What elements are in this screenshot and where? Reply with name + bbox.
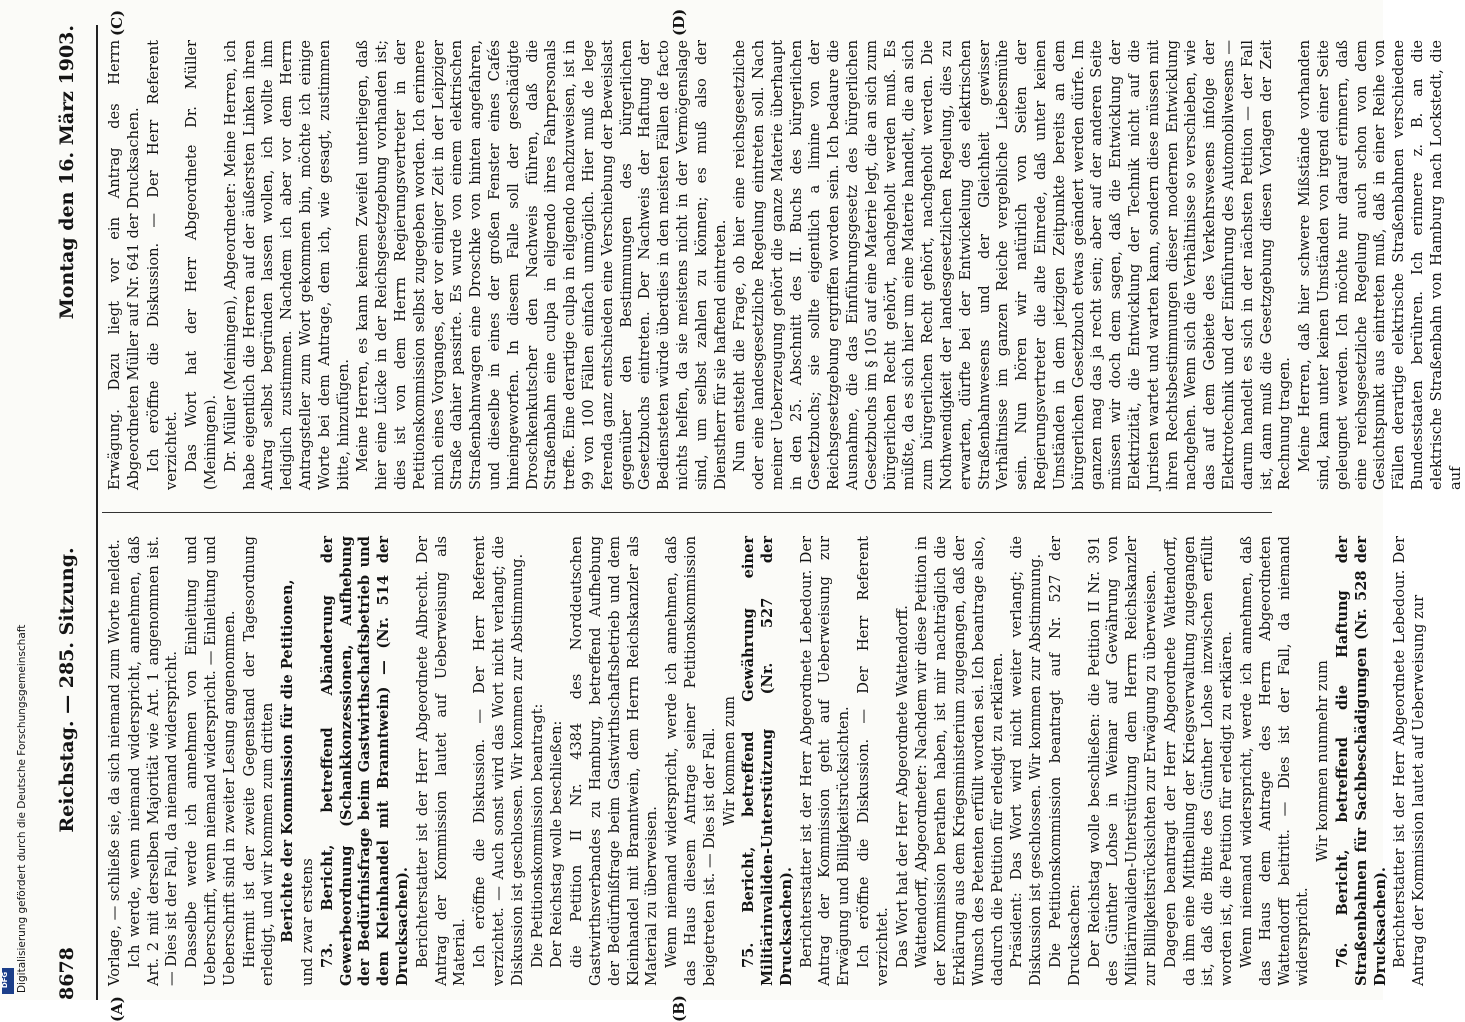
paragraph: Nun entsteht die Frage, ob hier eine reichsgesetzliche oder eine landesgesetzliche Regelung eintreten soll. Nach meiner Ueberzeugung gehört die ganze Materie überhaupt in den 25. Abschnitt des II. Buchs des bürgerlichen Gesetzbuchs; sie sollte eigentlich a limine von der Reichsgesetzgebung ergriffen worden sein. Ich bedaure die Ausnahme, die das Einführungsgesetz des bürgerlichen Gesetzbuchs im § 105 auf eine Materie legt, die an sich zum bürgerlichen Recht gehört, nachgeholt werden muß. Es müßte, da es sich hier um eine Materie handelt, die an sich zum bürgerlichen Recht gehört, nachgeholt werden. Die Nothwendigkeit der landesgesetzlichen Regelung, dies zu erwarten, dürfte bei der Entwickelung des elektrischen Straßenbahnwesens und der Gleichheit gewisser Verhältnisse im ganzen Reiche vergebliche Liebesmühe sein. Nun hören wir natürlich von Seiten der Regierungsvertreter die alte Einrede, daß unter keinen Umständen in dem jetzigen Zeitpunkte bereits an dem bürgerlichen Gesetzbuch etwas geändert werden dürfe. Im ganzen mag das ja recht sein; aber auf der anderen Seite müssen wir doch dem sagen, daß die Entwicklung der Elektrizität, die Entwicklung der Technik nicht auf die Juristen wartet und warten kann, sondern diese müssen mit ihren Rechtsbestimmungen dieser modernen Entwicklung nachgehen. Wenn sich die Verhältnisse so verschieben, wie das auf dem Gebiete des Verkehrswesens infolge der Elektrotechnik und der Einführung des Automobilwesens — darum handelt es sich in der nächsten Petition — der Fall ist, dann muß die Gesetzgebung diesen Vorlagen der Zeit Rechnung tragen.: [731, 40, 1294, 490]
session-date: Montag den 16. März 1903.: [56, 25, 78, 320]
right-column: [106, 40, 1464, 490]
paragraph: die Petition II Nr. 4384 des Norddeutschen Gastwirthsverbandes zu Hamburg, betreffend Aufhebung der Bedürfnißfrage beim Gastwirthschaftsbetrieb und dem Kleinhandel mit Branntwein, dem Herrn Reichskanzler als Material zu überweisen.: [568, 536, 661, 986]
dfg-logo-text: DFG: [1, 971, 10, 989]
paragraph: Dasselbe werde ich annehmen von Einleitung und Ueberschrift, wenn niemand widerspricht. — Einleitung und Ueberschrift sind in zweiter Lesung angenommen.: [183, 536, 238, 986]
paragraph: Vorlage, — schließe sie, da sich niemand zum Worte meldet.: [106, 539, 123, 986]
speech-paragraph: Wattendorff, Abgeordneter: Nachdem wir diese Petition in der Kommission berathen haben, ist mir nachträglich die Erklärung aus dem Kriegsministerium zugegangen, daß der Wunsch des Petenten erfüllt worden sei. Ich beantrage also, dadurch die Petition für erledigt zu erklären.: [913, 536, 1006, 986]
margin-marker-b: (B): [670, 995, 688, 1022]
paragraph: Hiermit ist der zweite Gegenstand der Tagesordnung erledigt, und wir kommen zum dritten: [240, 536, 277, 986]
paragraph: Berichterstatter ist der Herr Abgeordnete Lebedour. Der Antrag der Kommission lautet auf Ueberweisung zur: [1391, 536, 1428, 986]
section-heading: Berichte der Kommission für die Petitionen,: [279, 579, 297, 943]
rotated-page-content: [50, 8, 1464, 1022]
margin-marker-d: (D): [670, 8, 688, 36]
page-header: [56, 25, 92, 1000]
speech-paragraph: Präsident: Das Wort wird nicht weiter verlangt; die Diskussion ist geschlossen. Wir kommen zur Abstimmung.: [1008, 536, 1045, 986]
paragraph: Ich eröffne die Diskussion. — Der Herr Referent verzichtet.: [855, 536, 891, 986]
paragraph: Wenn niemand widerspricht, werde ich annehmen, daß das Haus dem Antrage des Herrn Abgeordneten Wattendorff beitritt. — Dies ist der Fall, da niemand widerspricht.: [1238, 536, 1312, 986]
report-heading: 73. Bericht, betreffend Abänderung der Gewerbeordnung (Schankkonzessionen, Aufhebung der Bedürfnisfrage beim Gastwirthschaftsbetrieb und dem Kleinhandel mit Branntwein) — (Nr. 514 der Drucksachen).: [318, 536, 411, 986]
paragraph: Meine Herren, es kann keinem Zweifel unterliegen, daß hier eine Lücke in der Reichsgesetzgebung vorhanden ist; dies ist von dem Herrn Regierungsvertreter in der Petitionskommission selbst zugegeben worden. Ich erinnere mich eines Vorganges, der vor einiger Zeit in der Leipziger Straße dahier passirte. Es wurde von einem elektrischen Straßenbahnwagen eine Droschke von hinten angefahren, und dieselbe in eines der großen Fenster eines Cafés hineingeworfen. In diesem Falle soll der geschädigte Droschkenkutscher den Nachweis führen, daß die Straßenbahn eine culpa in eligendo ihres Fahrpersonals treffe. Eine derartige culpa in eligendo nachzuweisen, ist in 99 von 100 Fällen einfach unmöglich. Hier muß de lege ferenda ganz entschieden eine Verschiebung der Beweislast gegenüber den Bestimmungen des bürgerlichen Gesetzbuchs eintreten. Der Nachweis der Haftung der Bediensteten würde überdies in den meisten Fällen de facto nichts helfen, da sie meistens nicht in der Vermögenslage sind, um selbst zahlen zu können; es muß also der Dienstherr für sie haftend eintreten.: [354, 40, 729, 490]
margin-marker-a: (A): [108, 996, 126, 1022]
report-heading: 75. Bericht, betreffend Gewährung einer Militärinvaliden-Unterstützung (Nr. 527 der Drucksachen).: [740, 536, 795, 986]
paragraph: Ich eröffne die Diskussion. — Der Herr Referent verzichtet.: [144, 40, 181, 490]
paragraph: und zwar erstens: [298, 858, 316, 986]
left-column: [106, 536, 1428, 986]
paragraph: Das Wort hat der Herr Abgeordnete Wattendorff.: [893, 605, 911, 968]
margin-marker-c: (C): [108, 9, 126, 36]
dfg-logo: [2, 968, 14, 994]
paragraph: Ich eröffne die Diskussion. — Der Herr Referent verzichtet. — Auch sonst wird das Wort nicht verlangt; die Diskussion ist geschlossen. Wir kommen zur Abstimmung.: [471, 536, 526, 986]
paragraph: Ich werde, wenn niemand widerspricht, annehmen, daß Art. 2 mit derselben Majorität wie Art. 1 angenommen ist. — Dies ist der Fall, da niemand widerspricht.: [125, 536, 181, 986]
page-number: 8678: [56, 947, 78, 1000]
speech-paragraph: Dr. Müller (Meiningen), Abgeordneter: Meine Herren, ich habe eigentlich die Herren auf der äußersten Linken ihren Antrag selbst begründen lassen wollen, ich wollte ihm lediglich zustimmen. Nachdem ich aber vor dem Herrn Antragsteller zum Wort gekommen bin, möchte ich einige Worte bei dem Antrage, dem ich, wie gesagt, zustimmen bitte, hinzufügen.: [221, 40, 352, 490]
column-divider: [102, 512, 1272, 513]
paragraph: Meine Herren, daß hier schwere Mißstände vorhanden sind, kann unter keinen Umständen von irgend einer Seite geleugnet werden. Ich möchte nur darauf erinnern, daß eine reichsgesetzliche Regelung auch schon von dem Gesichtspunkt aus eintreten muß, daß in einer Reihe von Fällen derartige elektrische Straßenbahnen verschiedene Bundesstaaten berühren. Ich erinnere z. B. an die elektrische Straßenbahn von Hamburg nach Lockstedt, die auf: [1296, 40, 1464, 490]
paragraph: Der Reichstag wolle beschließen: die Petition II Nr. 391 des Günther Lohse in Weimar auf Gewährung von Militärinvaliden-Unterstützung dem Herrn Reichskanzler zur Billigkeitsrücksichten zur Erwägung zu überweisen.: [1085, 536, 1160, 986]
paragraph: Der Reichstag wolle beschließen:: [548, 720, 566, 968]
paragraph: Wenn niemand widerspricht, werde ich annehmen, daß das Haus diesem Antrage seiner Petitionskommission beigetreten ist. — Dies ist der Fall.: [663, 536, 718, 986]
paragraph: Das Wort hat der Herr Abgeordnete Dr. Müller (Meiningen).: [183, 40, 219, 490]
paragraph: Dagegen beantragt der Herr Abgeordnete Wattendorff, da ihm eine Mittheilung der Kriegsverwaltung zugegangen ist, daß die Bitte des Günther Lohse inzwischen erfüllt worden ist, die Petition für erledigt zu erklären.: [1161, 536, 1236, 986]
paragraph: Berichterstatter ist der Herr Abgeordnete Lebedour. Der Antrag der Kommission geht auf Ueberweisung zur Erwägung und Billigkeitsrücksichten.: [797, 536, 853, 986]
paragraph: Wir kommen nunmehr zum: [1314, 660, 1332, 862]
paragraph: Erwägung. Dazu liegt vor ein Antrag des Herrn Abgeordneten Müller auf Nr. 641 der Drucksachen.: [106, 40, 142, 490]
session-title: Reichstag. — 285. Sitzung.: [56, 547, 78, 833]
paragraph: Wir kommen zum: [720, 696, 738, 826]
report-heading: 76. Bericht, betreffend die Haftung der Straßenbahnen für Sachbeschädigungen (Nr. 528 der Drucksachen).: [1334, 536, 1389, 986]
paragraph: Berichterstatter ist der Herr Abgeordnete Albrecht. Der Antrag der Kommission lautet auf Ueberweisung als Material.: [413, 536, 469, 986]
paragraph: Die Petitionskommission beantragt:: [528, 703, 546, 968]
digitization-credit: Digitalisierung gefördert durch die Deutsche Forschungsgemeinschaft: [16, 624, 28, 993]
paragraph: Die Petitionskommission beantragt auf Nr. 527 der Drucksachen:: [1047, 536, 1083, 986]
header-rule: [96, 25, 98, 1000]
